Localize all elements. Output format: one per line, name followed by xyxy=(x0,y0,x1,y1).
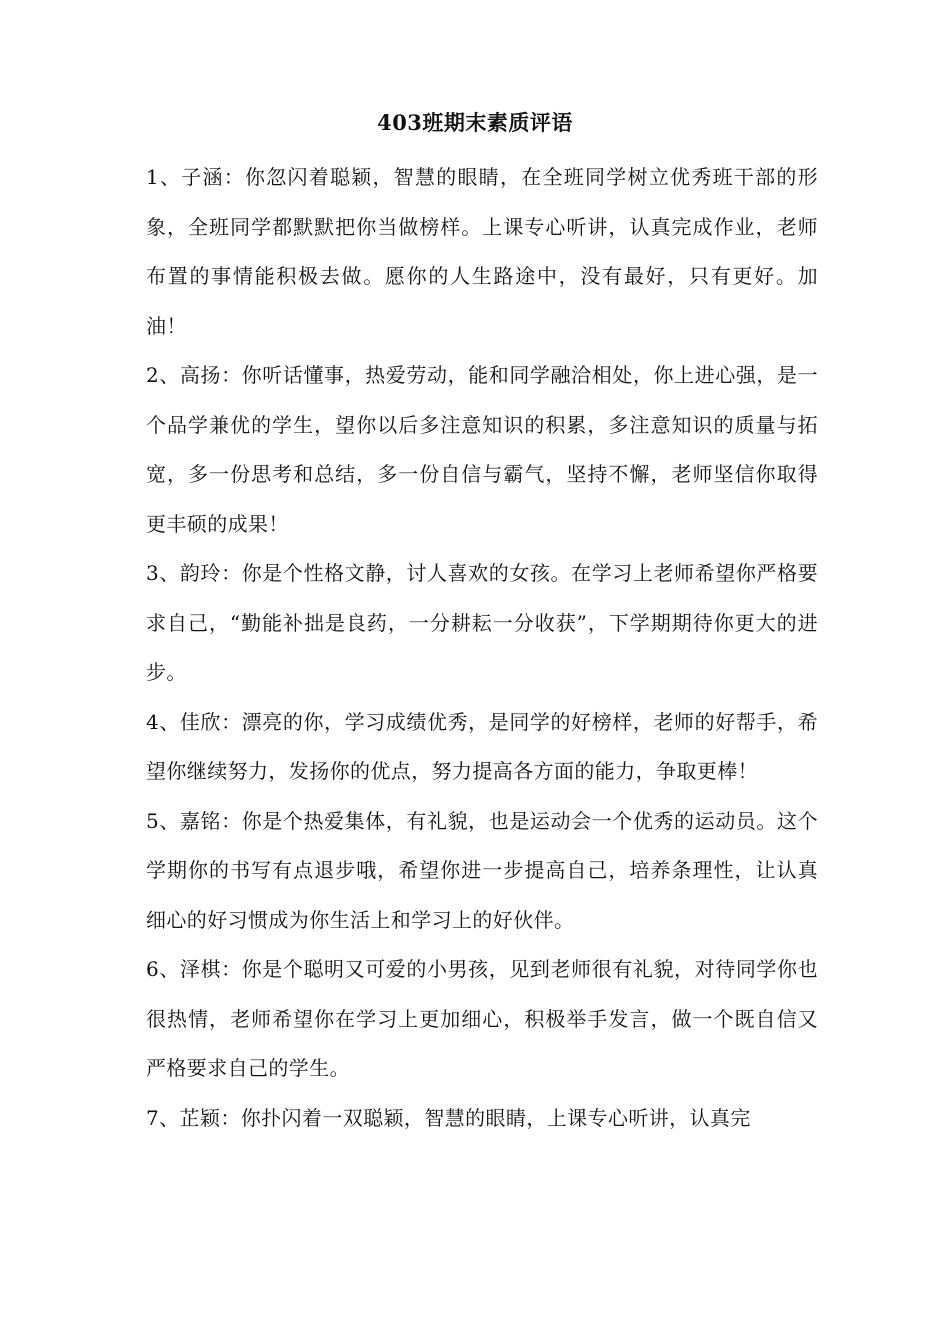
comment-entry-6: 6、泽棋：你是个聪明又可爱的小男孩，见到老师很有礼貌，对待同学你也很热情，老师希望你在学习上更加细心，积极举手发言，做一个既自信又严格要求自己的学生。 xyxy=(146,957,818,1080)
comment-entry-7: 7、芷颖：你扑闪着一双聪颖，智慧的眼睛，上课专心听讲，认真完 xyxy=(146,1105,751,1130)
comment-entry-1: 1、子涵：你忽闪着聪颖，智慧的眼睛，在全班同学树立优秀班干部的形象，全班同学都默默把你当做榜样。上课专心听讲，认真完成作业，老师布置的事情能积极去做。愿你的人生路途中，没有最好，只有更好。加油！ xyxy=(146,165,818,338)
comment-entry-5: 5、嘉铭：你是个热爱集体，有礼貌，也是运动会一个优秀的运动员。这个学期你的书写有点退步哦，希望你进一步提高自己，培养条理性，让认真细心的好习惯成为你生活上和学习上的好伙伴。 xyxy=(146,808,818,932)
document-body xyxy=(146,153,818,1143)
document-title: 403班期末素质评语 xyxy=(377,110,573,135)
comment-entry-4: 4、佳欣：漂亮的你，学习成绩优秀，是同学的好榜样，老师的好帮手，希望你继续努力，发扬你的优点，努力提高各方面的能力，争取更棒！ xyxy=(146,709,818,783)
comment-entry-2: 2、高扬：你听话懂事，热爱劳动，能和同学融洽相处，你上进心强，是一个品学兼优的学生，望你以后多注意知识的积累，多注意知识的质量与拓宽，多一份思考和总结，多一份自信与霸气，坚持不懈，老师坚信你取得更丰硕的成果！ xyxy=(146,363,818,536)
comment-entry-3: 3、韵玲：你是个性格文静，讨人喜欢的女孩。在学习上老师希望你严格要求自己，“勤能补拙是良药，一分耕耘一分收获”，下学期期待你更大的进步。 xyxy=(146,561,818,684)
